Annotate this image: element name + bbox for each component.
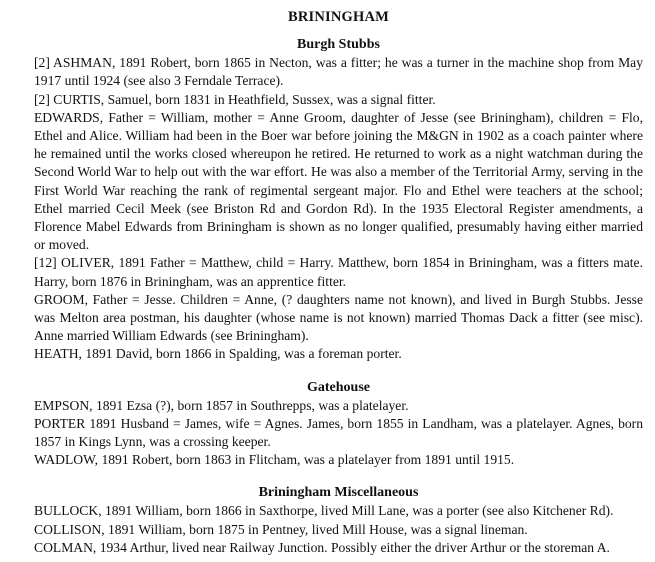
entry-colman: COLMAN, 1934 Arthur, lived near Railway Junction. Possibly either the driver Arthur or the storeman A. <box>34 539 610 555</box>
entry-porter: PORTER 1891 Husband = James, wife = Agnes. James, born 1855 in Landham, was a platelayer. Agnes, born 1857 in Kings Lynn, was a crossing keeper. <box>34 415 643 450</box>
entry-heath: HEATH, 1891 David, born 1866 in Spalding, was a foreman porter. <box>34 346 402 362</box>
section-heading: Gatehouse <box>307 379 370 395</box>
entry-wadlow: WADLOW, 1891 Robert, born 1863 in Flitcham, was a platelayer from 1891 until 1915. <box>34 452 515 468</box>
section-heading: Burgh Stubbs <box>297 37 380 53</box>
entry-groom: GROOM, Father = Jesse. Children = Anne, (? daughters name not known), and lived in Burgh Stubbs. Jesse was Melton area postman, his daughter (whose name is not known) married Thomas Dack a fitter (see misc). Anne married William Edwards (see Briningham). <box>34 291 643 344</box>
entry-bullock: BULLOCK, 1891 William, born 1866 in Saxthorpe, lived Mill Lane, was a porter (see also Kitchener Rd). <box>34 503 614 519</box>
entry-curtis: [2] CURTIS, Samuel, born 1831 in Heathfield, Sussex, was a signal fitter. <box>34 91 436 107</box>
section-heading: Briningham Miscellaneous <box>258 485 419 501</box>
entry-edwards: EDWARDS, Father = William, mother = Anne Groom, daughter of Jesse (see Briningham), children = Flo, Ethel and Alice. William had been in the Boer war before joining the M&GN in 1902 as a coach painter where he remained until the works closed whereupon he retired. He returned to work as a night watchman during the Second World War to help out with the war effort. He was also a member of the Territorial Army, serving in the First World War reaching the rank of regimental sergeant major. Flo and Ethel were teachers at the school; Ethel married Cecil Meek (see Briston Rd and Gordon Rd). In the 1935 Electoral Register amendments, a Florence Mabel Edwards from Briningham is shown as no longer qualified, presumably having either married or moved. <box>34 109 643 253</box>
section-burgh-stubbs <box>34 36 643 363</box>
section-briningham-miscellaneous <box>34 484 643 557</box>
document-title: BRININGHAM <box>287 9 390 25</box>
entry-collison: COLLISON, 1891 William, born 1875 in Pentney, lived Mill House, was a signal lineman. <box>34 521 528 537</box>
entry-ashman: [2] ASHMAN, 1891 Robert, born 1865 in Necton, was a fitter; he was a turner in the machine shop from May 1917 until 1924 (see also 3 Ferndale Terrace). <box>34 55 643 89</box>
section-gatehouse <box>34 379 643 470</box>
entry-empson: EMPSON, 1891 Ezsa (?), born 1857 in Southrepps, was a platelayer. <box>34 397 409 413</box>
entry-oliver: [12] OLIVER, 1891 Father = Matthew, child = Harry. Matthew, born 1854 in Briningham, was a fitters mate. Harry, born 1876 in Briningham, was an apprentice fitter. <box>34 255 643 289</box>
